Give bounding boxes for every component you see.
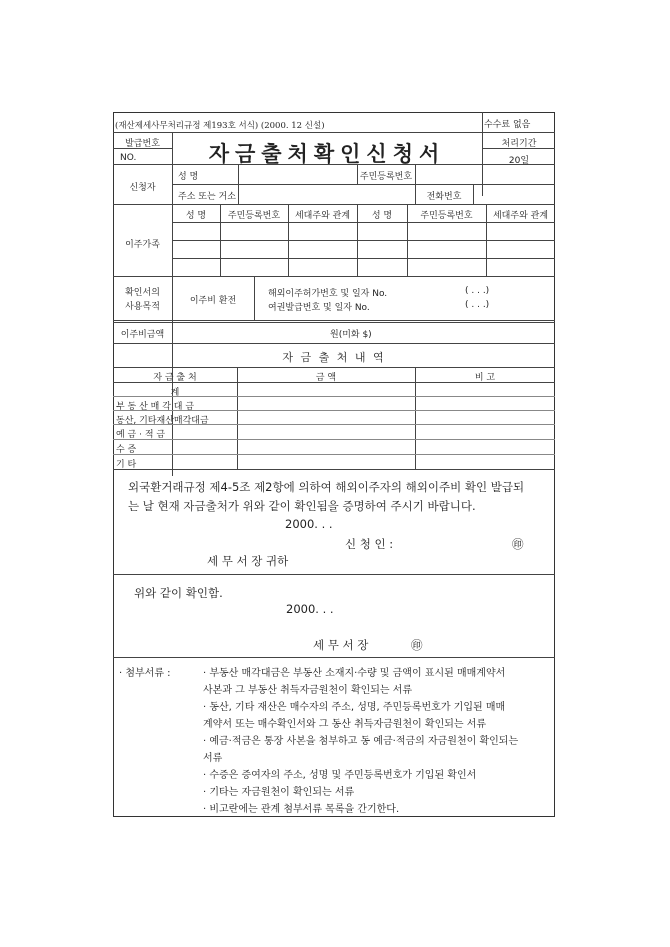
attachment-line: · 부동산 매각대금은 부동산 소재지·수량 및 금액이 표시된 매매계약서 xyxy=(203,668,506,679)
family-name-header: 성 명 xyxy=(371,211,393,221)
divider xyxy=(254,276,255,320)
detail-row-label: 계 xyxy=(170,388,180,398)
family-label: 이주가족 xyxy=(125,240,160,250)
detail-source-header: 자 금 출 처 xyxy=(153,373,197,383)
detail-row-label: 동산, 기타재산매각대금 xyxy=(116,416,209,426)
divider xyxy=(113,439,555,440)
detail-title: 자 금 출 처 내 역 xyxy=(282,351,386,364)
attachment-line: 사본과 그 부동산 취득자금원천이 확인되는 서류 xyxy=(203,685,413,696)
declaration-text: 는 날 현재 자금출처가 위와 같이 확인됨을 증명하여 주시기 바랍니다. xyxy=(128,499,476,513)
applicant-signature-label: 신 청 인 : xyxy=(345,537,394,551)
addressee: 세 무 서 장 귀하 xyxy=(207,554,289,568)
emigration-permit-date: ( . . .) xyxy=(465,286,490,296)
divider xyxy=(113,322,555,323)
purpose-value: 이주비 환전 xyxy=(189,296,237,306)
divider xyxy=(113,132,483,133)
divider xyxy=(415,164,416,184)
declaration-text: 외국환거래규정 제4-5조 제2항에 의하여 해외이주자의 해외이주비 확인 발급되 xyxy=(128,480,525,494)
detail-row-label: 예 금 · 적 금 xyxy=(116,430,166,440)
detail-row-label: 부 동 산 매 각 대 금 xyxy=(116,402,195,412)
attachment-line: · 비고란에는 관계 첨부서류 목록을 간기한다. xyxy=(203,804,400,815)
emigration-amount-value: 원(미화 $) xyxy=(330,330,372,340)
processing-period-label: 처리기간 xyxy=(501,139,537,149)
divider xyxy=(113,469,555,470)
divider xyxy=(113,148,172,149)
confirmation-date: 2000. . . xyxy=(286,602,334,616)
family-id-header: 주민등록번호 xyxy=(227,211,281,221)
divider xyxy=(113,164,555,165)
attachment-line: · 기타는 자금원천이 확인되는 서류 xyxy=(203,787,355,798)
phone-label: 전화번호 xyxy=(426,192,462,202)
applicant-label: 신청자 xyxy=(129,183,156,193)
divider xyxy=(113,657,555,658)
divider xyxy=(172,240,555,241)
divider xyxy=(482,148,555,149)
attachment-line: 서류 xyxy=(203,753,223,764)
purpose-label: 사용목적 xyxy=(125,302,160,312)
attachments-list xyxy=(203,665,553,818)
fee-label: 수수료 없음 xyxy=(484,120,531,130)
tax-office-chief: 세 무 서 장 xyxy=(313,638,369,652)
name-label: 성 명 xyxy=(178,172,199,182)
confirmation-text: 위와 같이 확인함. xyxy=(134,586,223,600)
family-relation-header: 세대주와 관계 xyxy=(492,211,549,221)
divider xyxy=(113,343,555,344)
form-title: 자금출처확인신청서 xyxy=(208,142,446,166)
divider xyxy=(113,410,555,411)
attachment-line: · 수증은 증여자의 주소, 성명 및 주민등록번호가 기입된 확인서 xyxy=(203,770,477,781)
family-name-header: 성 명 xyxy=(185,211,207,221)
family-relation-header: 세대주와 관계 xyxy=(294,211,351,221)
detail-row-label: 기 타 xyxy=(116,460,137,470)
divider xyxy=(113,276,555,277)
passport-line: 여권발급번호 및 일자 No. xyxy=(268,303,370,313)
divider xyxy=(113,382,555,383)
divider xyxy=(113,396,555,397)
divider xyxy=(172,222,555,223)
application-date: 2000. . . xyxy=(285,517,333,531)
divider xyxy=(113,320,555,321)
detail-row-label: 수 증 xyxy=(116,445,137,455)
divider xyxy=(113,454,555,455)
attachment-line: 계약서 또는 매수확인서와 그 동산 취득자금원천이 확인되는 서류 xyxy=(203,719,487,730)
emigration-permit-line: 해외이주허가번호 및 일자 No. xyxy=(268,289,388,299)
applicant-seal: ㊞ xyxy=(512,537,524,551)
address-label: 주소 또는 거소 xyxy=(178,192,236,202)
attachments-label: · 첨부서류 : xyxy=(119,668,171,679)
divider xyxy=(172,184,555,185)
purpose-label: 확인서의 xyxy=(125,288,160,298)
detail-note-header: 비 고 xyxy=(474,373,496,383)
divider xyxy=(172,258,555,259)
issue-no-label: 발급번호 xyxy=(125,139,160,149)
processing-period-value: 20일 xyxy=(508,156,530,166)
detail-amount-header: 금 액 xyxy=(315,373,337,383)
family-id-header: 주민등록번호 xyxy=(420,211,473,221)
tax-office-seal: ㊞ xyxy=(411,638,423,652)
divider xyxy=(482,132,555,133)
divider xyxy=(473,184,474,204)
divider xyxy=(113,204,555,205)
resident-no-label: 주민등록번호 xyxy=(359,172,413,182)
passport-date: ( . . .) xyxy=(465,300,490,310)
divider xyxy=(113,367,555,368)
attachment-line: · 동산, 기타 재산은 매수자의 주소, 성명, 주민등록번호가 기입된 매매 xyxy=(203,702,506,713)
divider xyxy=(113,424,555,425)
form-reference: (재산제세사무처리규정 제193호 서식) (2000. 12 신설) xyxy=(115,121,325,131)
attachment-line: · 예금·적금은 통장 사본을 첨부하고 동 예금·적금의 자금원천이 확인되는 xyxy=(203,736,519,747)
emigration-amount-label: 이주비금액 xyxy=(120,330,165,340)
divider xyxy=(113,574,555,575)
no-label: NO. xyxy=(120,153,137,163)
